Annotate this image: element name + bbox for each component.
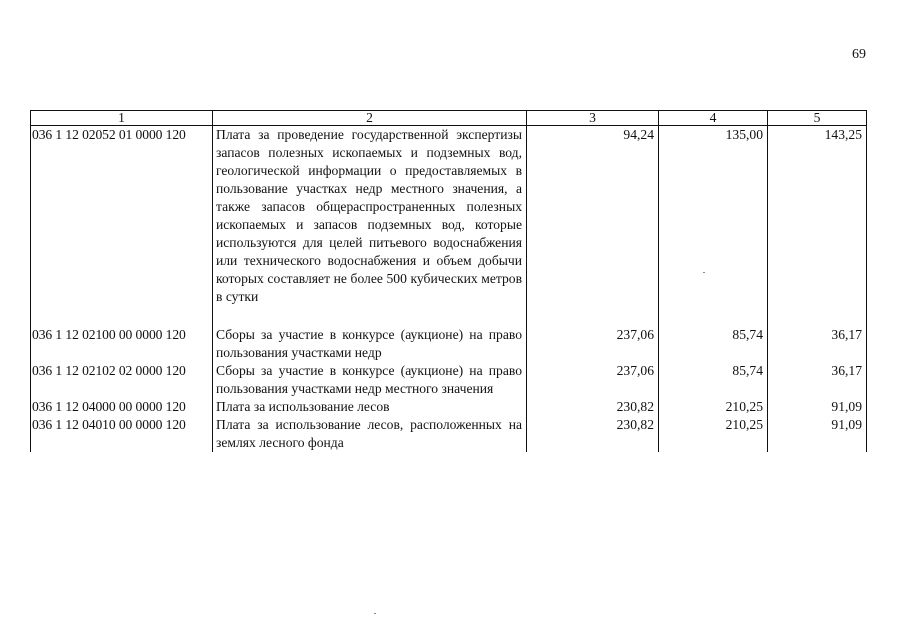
revenue-name: Плата за использование лесов xyxy=(213,398,527,416)
table-row xyxy=(31,326,867,362)
revenue-name: Плата за использование лесов, расположенных на землях лесного фонда xyxy=(213,416,527,452)
column-header-2: 2 xyxy=(213,111,527,126)
amount-col4: 85,74 xyxy=(659,362,768,398)
budget-revenue-table xyxy=(30,110,867,452)
amount-col5: 36,17 xyxy=(768,326,867,362)
scan-speck xyxy=(374,613,376,614)
budget-code: 036 1 12 02102 02 0000 120 xyxy=(31,362,213,398)
amount-col3: 94,24 xyxy=(527,126,659,307)
amount-col4: 210,25 xyxy=(659,398,768,416)
row-spacer xyxy=(31,306,867,326)
table-row xyxy=(31,362,867,398)
revenue-name: Сборы за участие в конкурсе (аукционе) на право пользования участками недр xyxy=(213,326,527,362)
table-header-row xyxy=(31,111,867,126)
revenue-name: Сборы за участие в конкурсе (аукционе) на право пользования участками недр местного значения xyxy=(213,362,527,398)
budget-code: 036 1 12 04010 00 0000 120 xyxy=(31,416,213,452)
amount-col4: 135,00 xyxy=(659,126,768,307)
amount-col5: 143,25 xyxy=(768,126,867,307)
column-header-1: 1 xyxy=(31,111,213,126)
budget-code: 036 1 12 02100 00 0000 120 xyxy=(31,326,213,362)
amount-col5: 91,09 xyxy=(768,416,867,452)
amount-col4: 210,25 xyxy=(659,416,768,452)
budget-code: 036 1 12 02052 01 0000 120 xyxy=(31,126,213,307)
column-header-4: 4 xyxy=(659,111,768,126)
revenue-name: Плата за проведение государственной экспертизы запасов полезных ископаемых и подземных вод, геологической информации о предоставляемых в пользование участках недр местного значения, а также запасов общераспространенных полезных ископаемых и запасов подземных вод, которые используются для целей питьевого водоснабжения или технического водоснабжения и объем добычи которых составляет не более 500 кубических метров в сутки xyxy=(213,126,527,307)
table-row xyxy=(31,126,867,307)
amount-col3: 230,82 xyxy=(527,416,659,452)
scan-speck xyxy=(703,272,705,273)
amount-col4: 85,74 xyxy=(659,326,768,362)
page-number: 69 xyxy=(852,47,866,62)
amount-col3: 230,82 xyxy=(527,398,659,416)
amount-col3: 237,06 xyxy=(527,362,659,398)
amount-col5: 91,09 xyxy=(768,398,867,416)
amount-col3: 237,06 xyxy=(527,326,659,362)
table-row xyxy=(31,416,867,452)
amount-col5: 36,17 xyxy=(768,362,867,398)
budget-code: 036 1 12 04000 00 0000 120 xyxy=(31,398,213,416)
column-header-5: 5 xyxy=(768,111,867,126)
table-row xyxy=(31,398,867,416)
column-header-3: 3 xyxy=(527,111,659,126)
